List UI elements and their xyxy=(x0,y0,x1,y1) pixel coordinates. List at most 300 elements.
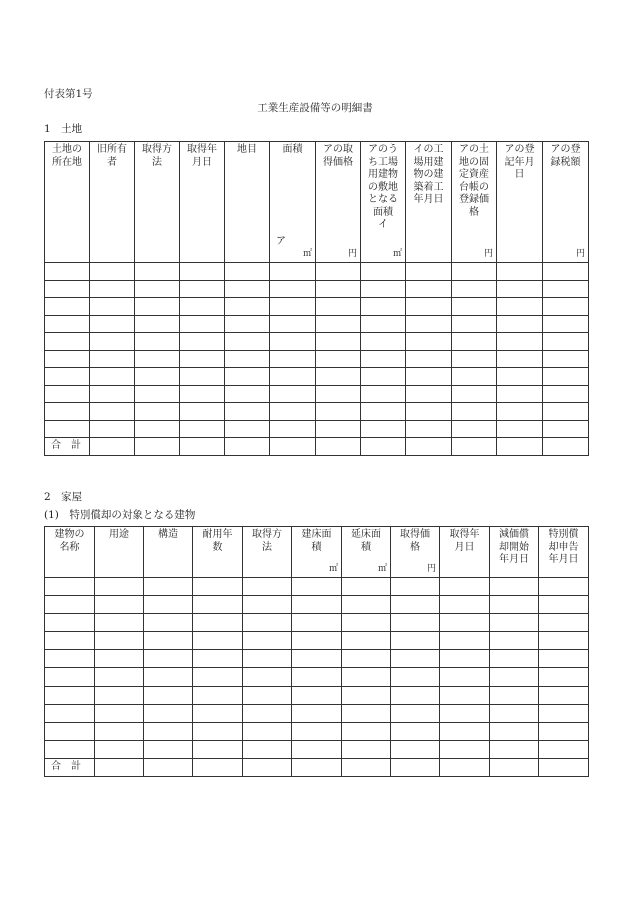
land-table-row xyxy=(45,350,589,368)
house-input-cell[interactable] xyxy=(243,686,292,704)
land-total-label: 合 計 xyxy=(45,438,90,456)
land-input-cell[interactable] xyxy=(543,350,589,368)
house-input-cell[interactable] xyxy=(342,650,391,668)
land-table-row xyxy=(45,315,589,333)
house-input-cell[interactable] xyxy=(440,668,490,686)
land-input-cell[interactable] xyxy=(225,403,270,421)
land-header-cell xyxy=(90,142,135,263)
house-column-label: 取得年 月日 xyxy=(449,529,480,553)
house-input-cell[interactable] xyxy=(243,758,292,776)
house-input-cell[interactable] xyxy=(490,596,539,614)
house-input-cell[interactable] xyxy=(243,578,292,596)
land-input-cell[interactable] xyxy=(361,385,406,403)
land-input-cell[interactable] xyxy=(361,350,406,368)
house-input-cell[interactable] xyxy=(45,686,95,704)
house-column-label: 用途 xyxy=(109,529,129,540)
land-header-row xyxy=(45,142,589,263)
land-header-cell xyxy=(497,142,543,263)
land-input-cell[interactable] xyxy=(316,315,361,333)
land-input-cell[interactable] xyxy=(135,333,180,351)
house-input-cell[interactable] xyxy=(193,686,243,704)
land-input-cell[interactable] xyxy=(135,263,180,281)
house-input-cell[interactable] xyxy=(539,650,589,668)
house-input-cell[interactable] xyxy=(95,650,144,668)
house-header-cell xyxy=(391,527,440,578)
land-input-cell[interactable] xyxy=(135,403,180,421)
house-input-cell[interactable] xyxy=(391,722,440,740)
house-header-cell xyxy=(539,527,589,578)
house-input-cell[interactable] xyxy=(144,596,193,614)
land-input-cell[interactable] xyxy=(90,385,135,403)
house-input-cell[interactable] xyxy=(144,686,193,704)
land-input-cell[interactable] xyxy=(543,420,589,438)
land-input-cell[interactable] xyxy=(361,280,406,298)
land-input-cell[interactable] xyxy=(90,403,135,421)
land-input-cell[interactable] xyxy=(90,333,135,351)
house-input-cell[interactable] xyxy=(243,722,292,740)
house-input-cell[interactable] xyxy=(95,758,144,776)
land-input-cell[interactable] xyxy=(45,280,90,298)
land-input-cell[interactable] xyxy=(270,438,316,456)
house-input-cell[interactable] xyxy=(391,704,440,722)
house-input-cell[interactable] xyxy=(292,632,342,650)
house-table-row xyxy=(45,632,589,650)
house-input-cell[interactable] xyxy=(539,596,589,614)
house-input-cell[interactable] xyxy=(391,596,440,614)
land-input-cell[interactable] xyxy=(135,315,180,333)
land-input-cell[interactable] xyxy=(45,420,90,438)
land-input-cell[interactable] xyxy=(225,333,270,351)
house-input-cell[interactable] xyxy=(144,578,193,596)
land-input-cell[interactable] xyxy=(497,368,543,386)
land-input-cell[interactable] xyxy=(497,333,543,351)
house-input-cell[interactable] xyxy=(193,632,243,650)
house-input-cell[interactable] xyxy=(490,740,539,758)
land-input-cell[interactable] xyxy=(361,368,406,386)
land-input-cell[interactable] xyxy=(452,333,497,351)
land-input-cell[interactable] xyxy=(316,385,361,403)
house-table-body xyxy=(45,578,589,777)
land-input-cell[interactable] xyxy=(316,298,361,316)
land-input-cell[interactable] xyxy=(452,368,497,386)
land-input-cell[interactable] xyxy=(361,438,406,456)
house-input-cell[interactable] xyxy=(490,686,539,704)
house-input-cell[interactable] xyxy=(243,704,292,722)
land-input-cell[interactable] xyxy=(497,350,543,368)
land-input-cell[interactable] xyxy=(543,368,589,386)
land-header-cell xyxy=(225,142,270,263)
land-input-cell[interactable] xyxy=(316,333,361,351)
house-input-cell[interactable] xyxy=(144,632,193,650)
house-input-cell[interactable] xyxy=(539,632,589,650)
house-input-cell[interactable] xyxy=(391,668,440,686)
land-input-cell[interactable] xyxy=(270,298,316,316)
house-input-cell[interactable] xyxy=(539,740,589,758)
land-input-cell[interactable] xyxy=(225,385,270,403)
house-input-cell[interactable] xyxy=(144,704,193,722)
house-input-cell[interactable] xyxy=(243,740,292,758)
house-table-row xyxy=(45,578,589,596)
house-input-cell[interactable] xyxy=(440,632,490,650)
land-input-cell[interactable] xyxy=(270,368,316,386)
land-input-cell[interactable] xyxy=(45,350,90,368)
house-input-cell[interactable] xyxy=(243,596,292,614)
land-input-cell[interactable] xyxy=(225,280,270,298)
house-input-cell[interactable] xyxy=(342,614,391,632)
land-input-cell[interactable] xyxy=(180,350,225,368)
land-input-cell[interactable] xyxy=(361,403,406,421)
land-table-row xyxy=(45,298,589,316)
house-input-cell[interactable] xyxy=(391,686,440,704)
land-input-cell[interactable] xyxy=(45,263,90,281)
land-input-cell[interactable] xyxy=(225,368,270,386)
house-input-cell[interactable] xyxy=(391,758,440,776)
land-column-unit: 円 xyxy=(575,248,585,259)
house-input-cell[interactable] xyxy=(539,686,589,704)
house-input-cell[interactable] xyxy=(292,614,342,632)
house-input-cell[interactable] xyxy=(292,650,342,668)
land-input-cell[interactable] xyxy=(270,280,316,298)
land-table-body xyxy=(45,263,589,456)
house-input-cell[interactable] xyxy=(292,758,342,776)
land-input-cell[interactable] xyxy=(180,438,225,456)
house-input-cell[interactable] xyxy=(144,758,193,776)
land-input-cell[interactable] xyxy=(135,298,180,316)
house-input-cell[interactable] xyxy=(95,614,144,632)
land-input-cell[interactable] xyxy=(497,263,543,281)
house-input-cell[interactable] xyxy=(95,722,144,740)
land-input-cell[interactable] xyxy=(543,298,589,316)
land-input-cell[interactable] xyxy=(543,315,589,333)
land-input-cell[interactable] xyxy=(543,438,589,456)
house-header-cell xyxy=(490,527,539,578)
house-input-cell[interactable] xyxy=(539,704,589,722)
land-input-cell[interactable] xyxy=(406,438,452,456)
house-input-cell[interactable] xyxy=(193,596,243,614)
land-input-cell[interactable] xyxy=(90,298,135,316)
land-input-cell[interactable] xyxy=(406,333,452,351)
house-input-cell[interactable] xyxy=(95,632,144,650)
house-input-cell[interactable] xyxy=(440,686,490,704)
land-input-cell[interactable] xyxy=(452,280,497,298)
house-input-cell[interactable] xyxy=(243,650,292,668)
land-column-label: アの登 記年月 日 xyxy=(504,144,535,180)
land-input-cell[interactable] xyxy=(135,420,180,438)
land-input-cell[interactable] xyxy=(180,368,225,386)
land-table-row xyxy=(45,403,589,421)
house-input-cell[interactable] xyxy=(539,668,589,686)
land-input-cell[interactable] xyxy=(452,298,497,316)
house-input-cell[interactable] xyxy=(391,614,440,632)
house-header-cell xyxy=(243,527,292,578)
house-input-cell[interactable] xyxy=(243,632,292,650)
house-input-cell[interactable] xyxy=(440,596,490,614)
land-section-heading: 1 土地 xyxy=(44,123,83,135)
house-input-cell[interactable] xyxy=(95,668,144,686)
house-input-cell[interactable] xyxy=(95,578,144,596)
land-table xyxy=(44,141,589,456)
house-input-cell[interactable] xyxy=(490,614,539,632)
house-input-cell[interactable] xyxy=(95,686,144,704)
house-input-cell[interactable] xyxy=(193,578,243,596)
land-input-cell[interactable] xyxy=(90,280,135,298)
house-input-cell[interactable] xyxy=(490,722,539,740)
land-input-cell[interactable] xyxy=(316,438,361,456)
land-input-cell[interactable] xyxy=(316,420,361,438)
land-column-unit: ㎡ xyxy=(302,248,312,259)
house-input-cell[interactable] xyxy=(292,578,342,596)
house-input-cell[interactable] xyxy=(539,758,589,776)
land-input-cell[interactable] xyxy=(90,263,135,281)
land-input-cell[interactable] xyxy=(225,350,270,368)
land-input-cell[interactable] xyxy=(452,350,497,368)
house-input-cell[interactable] xyxy=(45,704,95,722)
house-input-cell[interactable] xyxy=(193,758,243,776)
land-input-cell[interactable] xyxy=(180,298,225,316)
house-header-row xyxy=(45,527,589,578)
house-input-cell[interactable] xyxy=(391,578,440,596)
land-input-cell[interactable] xyxy=(225,420,270,438)
house-input-cell[interactable] xyxy=(539,578,589,596)
house-input-cell[interactable] xyxy=(391,650,440,668)
land-input-cell[interactable] xyxy=(45,315,90,333)
house-input-cell[interactable] xyxy=(243,614,292,632)
house-input-cell[interactable] xyxy=(243,668,292,686)
land-input-cell[interactable] xyxy=(180,315,225,333)
land-input-cell[interactable] xyxy=(316,350,361,368)
house-subsection-heading: (1) 特別償却の対象となる建物 xyxy=(44,509,196,521)
land-table-row xyxy=(45,280,589,298)
house-input-cell[interactable] xyxy=(490,632,539,650)
land-input-cell[interactable] xyxy=(543,333,589,351)
house-input-cell[interactable] xyxy=(391,632,440,650)
land-column-label: 土地の 所在地 xyxy=(52,144,82,168)
land-input-cell[interactable] xyxy=(270,420,316,438)
land-input-cell[interactable] xyxy=(543,403,589,421)
land-column-label: 面積 xyxy=(282,144,303,155)
house-input-cell[interactable] xyxy=(144,740,193,758)
house-input-cell[interactable] xyxy=(95,704,144,722)
land-input-cell[interactable] xyxy=(270,333,316,351)
house-table-row xyxy=(45,704,589,722)
land-input-cell[interactable] xyxy=(452,263,497,281)
house-input-cell[interactable] xyxy=(440,704,490,722)
house-input-cell[interactable] xyxy=(539,722,589,740)
land-input-cell[interactable] xyxy=(406,368,452,386)
land-input-cell[interactable] xyxy=(180,420,225,438)
house-column-unit: 円 xyxy=(426,563,436,574)
land-input-cell[interactable] xyxy=(225,298,270,316)
house-input-cell[interactable] xyxy=(490,704,539,722)
house-input-cell[interactable] xyxy=(440,614,490,632)
land-input-cell[interactable] xyxy=(543,280,589,298)
house-input-cell[interactable] xyxy=(292,596,342,614)
land-input-cell[interactable] xyxy=(270,350,316,368)
land-input-cell[interactable] xyxy=(45,333,90,351)
form-number: 付表第1号 xyxy=(44,88,93,100)
land-input-cell[interactable] xyxy=(543,263,589,281)
land-input-cell[interactable] xyxy=(361,263,406,281)
house-input-cell[interactable] xyxy=(144,722,193,740)
land-input-cell[interactable] xyxy=(270,263,316,281)
land-input-cell[interactable] xyxy=(406,315,452,333)
land-input-cell[interactable] xyxy=(497,315,543,333)
land-input-cell[interactable] xyxy=(180,403,225,421)
land-input-cell[interactable] xyxy=(406,385,452,403)
land-input-cell[interactable] xyxy=(90,368,135,386)
house-input-cell[interactable] xyxy=(391,740,440,758)
house-input-cell[interactable] xyxy=(193,722,243,740)
house-header-cell xyxy=(193,527,243,578)
land-input-cell[interactable] xyxy=(406,350,452,368)
house-input-cell[interactable] xyxy=(45,596,95,614)
house-header-cell xyxy=(144,527,193,578)
house-table xyxy=(44,526,589,777)
house-input-cell[interactable] xyxy=(144,668,193,686)
land-input-cell[interactable] xyxy=(361,315,406,333)
land-input-cell[interactable] xyxy=(452,420,497,438)
house-input-cell[interactable] xyxy=(490,758,539,776)
land-input-cell[interactable] xyxy=(225,438,270,456)
land-input-cell[interactable] xyxy=(45,385,90,403)
land-table-row xyxy=(45,333,589,351)
land-input-cell[interactable] xyxy=(361,333,406,351)
house-total-row xyxy=(45,758,589,776)
house-input-cell[interactable] xyxy=(440,578,490,596)
land-column-label: アの登 録税額 xyxy=(550,144,581,168)
house-input-cell[interactable] xyxy=(342,704,391,722)
land-input-cell[interactable] xyxy=(406,280,452,298)
land-input-cell[interactable] xyxy=(543,385,589,403)
land-input-cell[interactable] xyxy=(497,385,543,403)
house-input-cell[interactable] xyxy=(45,632,95,650)
house-input-cell[interactable] xyxy=(440,740,490,758)
house-input-cell[interactable] xyxy=(193,650,243,668)
land-input-cell[interactable] xyxy=(225,315,270,333)
house-input-cell[interactable] xyxy=(45,668,95,686)
land-column-label: 取得方 法 xyxy=(142,144,172,168)
land-input-cell[interactable] xyxy=(225,263,270,281)
land-input-cell[interactable] xyxy=(180,280,225,298)
house-input-cell[interactable] xyxy=(292,686,342,704)
house-input-cell[interactable] xyxy=(490,578,539,596)
land-input-cell[interactable] xyxy=(497,298,543,316)
land-input-cell[interactable] xyxy=(180,333,225,351)
house-input-cell[interactable] xyxy=(95,740,144,758)
house-input-cell[interactable] xyxy=(440,758,490,776)
land-input-cell[interactable] xyxy=(90,315,135,333)
house-input-cell[interactable] xyxy=(292,668,342,686)
land-input-cell[interactable] xyxy=(90,350,135,368)
house-input-cell[interactable] xyxy=(490,650,539,668)
house-input-cell[interactable] xyxy=(144,614,193,632)
land-input-cell[interactable] xyxy=(45,298,90,316)
house-input-cell[interactable] xyxy=(342,596,391,614)
land-input-cell[interactable] xyxy=(316,263,361,281)
land-input-cell[interactable] xyxy=(452,385,497,403)
house-input-cell[interactable] xyxy=(292,722,342,740)
land-input-cell[interactable] xyxy=(316,403,361,421)
house-table-row xyxy=(45,686,589,704)
land-column-label: アのう ち工場 用建物 の敷地 となる 面積 イ xyxy=(368,144,398,230)
house-input-cell[interactable] xyxy=(342,578,391,596)
land-input-cell[interactable] xyxy=(361,420,406,438)
land-input-cell[interactable] xyxy=(361,298,406,316)
land-input-cell[interactable] xyxy=(497,438,543,456)
house-input-cell[interactable] xyxy=(342,632,391,650)
house-input-cell[interactable] xyxy=(45,740,95,758)
land-input-cell[interactable] xyxy=(270,315,316,333)
house-column-label: 延床面 積 xyxy=(351,529,381,553)
land-input-cell[interactable] xyxy=(316,280,361,298)
house-input-cell[interactable] xyxy=(95,596,144,614)
house-input-cell[interactable] xyxy=(342,758,391,776)
house-input-cell[interactable] xyxy=(144,650,193,668)
house-input-cell[interactable] xyxy=(342,668,391,686)
house-input-cell[interactable] xyxy=(440,650,490,668)
land-input-cell[interactable] xyxy=(180,263,225,281)
land-input-cell[interactable] xyxy=(90,420,135,438)
land-input-cell[interactable] xyxy=(316,368,361,386)
house-input-cell[interactable] xyxy=(342,722,391,740)
house-input-cell[interactable] xyxy=(539,614,589,632)
land-input-cell[interactable] xyxy=(406,403,452,421)
land-input-cell[interactable] xyxy=(452,438,497,456)
house-input-cell[interactable] xyxy=(193,740,243,758)
house-column-unit: ㎡ xyxy=(377,563,387,574)
land-input-cell[interactable] xyxy=(452,315,497,333)
land-input-cell[interactable] xyxy=(406,298,452,316)
land-input-cell[interactable] xyxy=(497,420,543,438)
land-input-cell[interactable] xyxy=(45,368,90,386)
land-input-cell[interactable] xyxy=(180,385,225,403)
house-input-cell[interactable] xyxy=(193,668,243,686)
house-input-cell[interactable] xyxy=(292,740,342,758)
house-input-cell[interactable] xyxy=(45,722,95,740)
house-input-cell[interactable] xyxy=(45,578,95,596)
land-input-cell[interactable] xyxy=(135,280,180,298)
house-input-cell[interactable] xyxy=(193,704,243,722)
land-input-cell[interactable] xyxy=(270,403,316,421)
land-input-cell[interactable] xyxy=(135,385,180,403)
house-input-cell[interactable] xyxy=(292,704,342,722)
land-input-cell[interactable] xyxy=(270,385,316,403)
land-input-cell[interactable] xyxy=(452,403,497,421)
house-input-cell[interactable] xyxy=(45,650,95,668)
house-section-heading: 2 家屋 xyxy=(44,491,83,503)
house-input-cell[interactable] xyxy=(440,722,490,740)
land-input-cell[interactable] xyxy=(406,263,452,281)
land-header-cell xyxy=(452,142,497,263)
land-input-cell[interactable] xyxy=(135,368,180,386)
land-input-cell[interactable] xyxy=(406,420,452,438)
house-header-cell xyxy=(95,527,144,578)
land-table-row xyxy=(45,385,589,403)
house-input-cell[interactable] xyxy=(490,668,539,686)
land-input-cell[interactable] xyxy=(90,438,135,456)
land-input-cell[interactable] xyxy=(135,438,180,456)
house-input-cell[interactable] xyxy=(45,614,95,632)
house-header-cell xyxy=(342,527,391,578)
house-input-cell[interactable] xyxy=(342,686,391,704)
land-column-label: 取得年 月日 xyxy=(187,144,217,168)
house-input-cell[interactable] xyxy=(193,614,243,632)
house-input-cell[interactable] xyxy=(342,740,391,758)
land-input-cell[interactable] xyxy=(497,403,543,421)
land-input-cell[interactable] xyxy=(135,350,180,368)
land-input-cell[interactable] xyxy=(497,280,543,298)
land-input-cell[interactable] xyxy=(45,403,90,421)
